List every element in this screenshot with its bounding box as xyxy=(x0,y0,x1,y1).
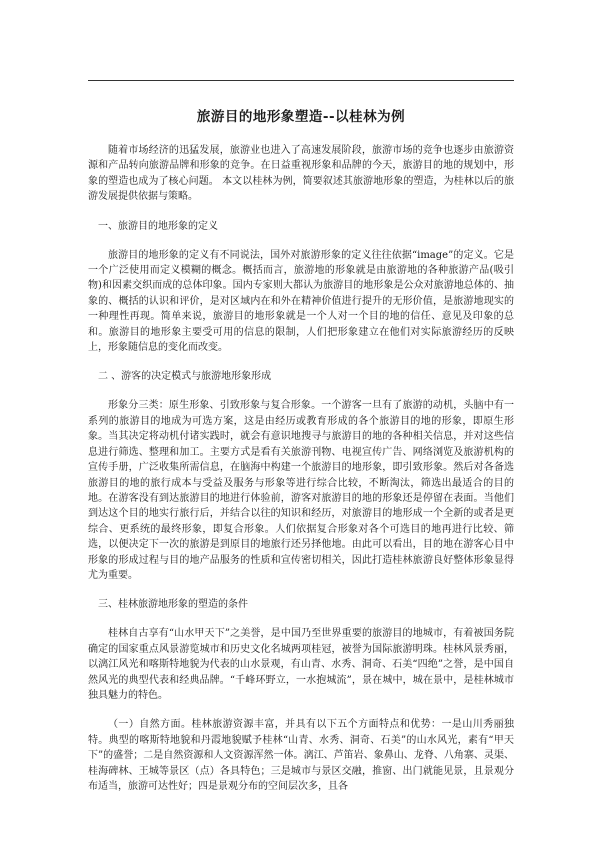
paragraph-gap xyxy=(88,703,514,717)
section-3-paragraph-2: （一）自然方面。桂林旅游资源丰富，并具有以下五个方面特点和优势：一是山川秀丽独特。典型的喀斯特地貌和丹霞地貌赋予桂林“山青、水秀、洞奇、石美”的山水风光，素有“甲天下”的盛誉；二是自然资源和人文资源浑然一体。漓江、芦笛岩、象鼻山、龙脊、八角寨、灵渠、桂海碑林、王城等景区（点）各具特色；三是城市与景区交融，推窗、出门就能见景，且景观分布适当，旅游可达性好；四是景观分布的空间层次多，且各 xyxy=(88,719,514,792)
section-3-paragraph-1: 桂林自古享有“山水甲天下”之美誉，是中国乃至世界重要的旅游目的地城市，有着被国务院确定的国家重点风景游览城市和历史文化名城两项桂冠，被誉为国际旅游明珠。桂林风景秀丽，以漓江风光和喀斯特地貌为代表的山水景观，有山青、水秀、洞奇、石美“四绝”之誉，是中国自然风光的典型代表和经典品牌。“千峰环野立，一水抱城流”，景在城中，城在景中，是桂林城市独具魅力的特色。 xyxy=(88,628,514,701)
section-1-heading: 一、旅游目的地形象的定义 xyxy=(98,220,218,232)
section-3-heading: 三、桂林旅游地形象的塑造的条件 xyxy=(98,599,248,611)
document-page xyxy=(88,80,514,794)
section-2-paragraph: 形象分三类：原生形象、引致形象与复合形象。一个游客一旦有了旅游的动机，头脑中有一系列的旅游目的地成为可选方案，这是由经历或教育形成的各个旅游目的地的形象，即原生形象。当其决定将动机付诸实践时，就会有意识地搜寻与旅游目的地的各种相关信息，并对这些信息进行筛选、整理和加工。主要方式是看有关旅游刊物、电视宣传广告、网络浏览及旅游机构的宣传手册，广泛收集所需信息，在脑海中构建一个旅游目的地形象，即引致形象。然后对各备选旅游目的地的旅行成本与受益及服务与形象等进行综合比较，不断淘汰，筛选出最适合的目的地。在游客没有到达旅游目的地进行体验前，游客对旅游目的地的形象还是停留在表面。当他们到达这个目的地实行旅行后，并结合以往的知识和经历，对旅游目的地形成一个全新的或者是更综合、更系统的最终形象，即复合形象。人们依据复合形象对各个可选目的地再进行比较、筛选，以便决定下一次的旅游是到原目的地旅行还另择他地。由此可以看出，目的地在游客心目中形象的形成过程与目的地产品服务的性质和宣传密切相关，因此打造桂林旅游良好整体形象显得尤为重要。 xyxy=(88,400,514,581)
document-title: 旅游目的地形象塑造--以桂林为例 xyxy=(196,109,406,125)
section-2-heading: 二 、游客的决定模式与旅游地形象形成 xyxy=(98,371,272,383)
intro-paragraph: 随着市场经济的迅猛发展，旅游业也进入了高速发展阶段，旅游市场的竞争也逐步由旅游资源和产品转向旅游品牌和形象的竞争。在日益重视形象和品牌的今天，旅游目的地的规划中，形象的塑造也成为了核心问题。 本文以桂林为例，简要叙述其旅游地形象的塑造，为桂林以后的旅游发展提供依据与策略。 xyxy=(88,145,514,203)
section-1-paragraph: 旅游目的地形象的定义有不同说法，国外对旅游形象的定义往往依据“image”的定义。它是一个广泛使用而定义模糊的概念。概括而言，旅游地的形象就是由旅游地的各种旅游产品(吸引物)和因素交织而成的总体印象。国内专家则大都认为旅游目的地形象是公众对旅游地总体的、抽象的、概括的认识和评价，是对区域内在和外在精神价值进行提升的无形价值，是旅游地现实的一种理性再现。简单来说，旅游目的地形象就是一个人对一个目的地的信任、意见及印象的总和。旅游目的地形象主要受可用的信息的限制，人们把形象建立在他们对实际旅游经历的反映上，形象随信息的变化而改变。 xyxy=(88,249,514,354)
header-rule xyxy=(88,80,514,81)
